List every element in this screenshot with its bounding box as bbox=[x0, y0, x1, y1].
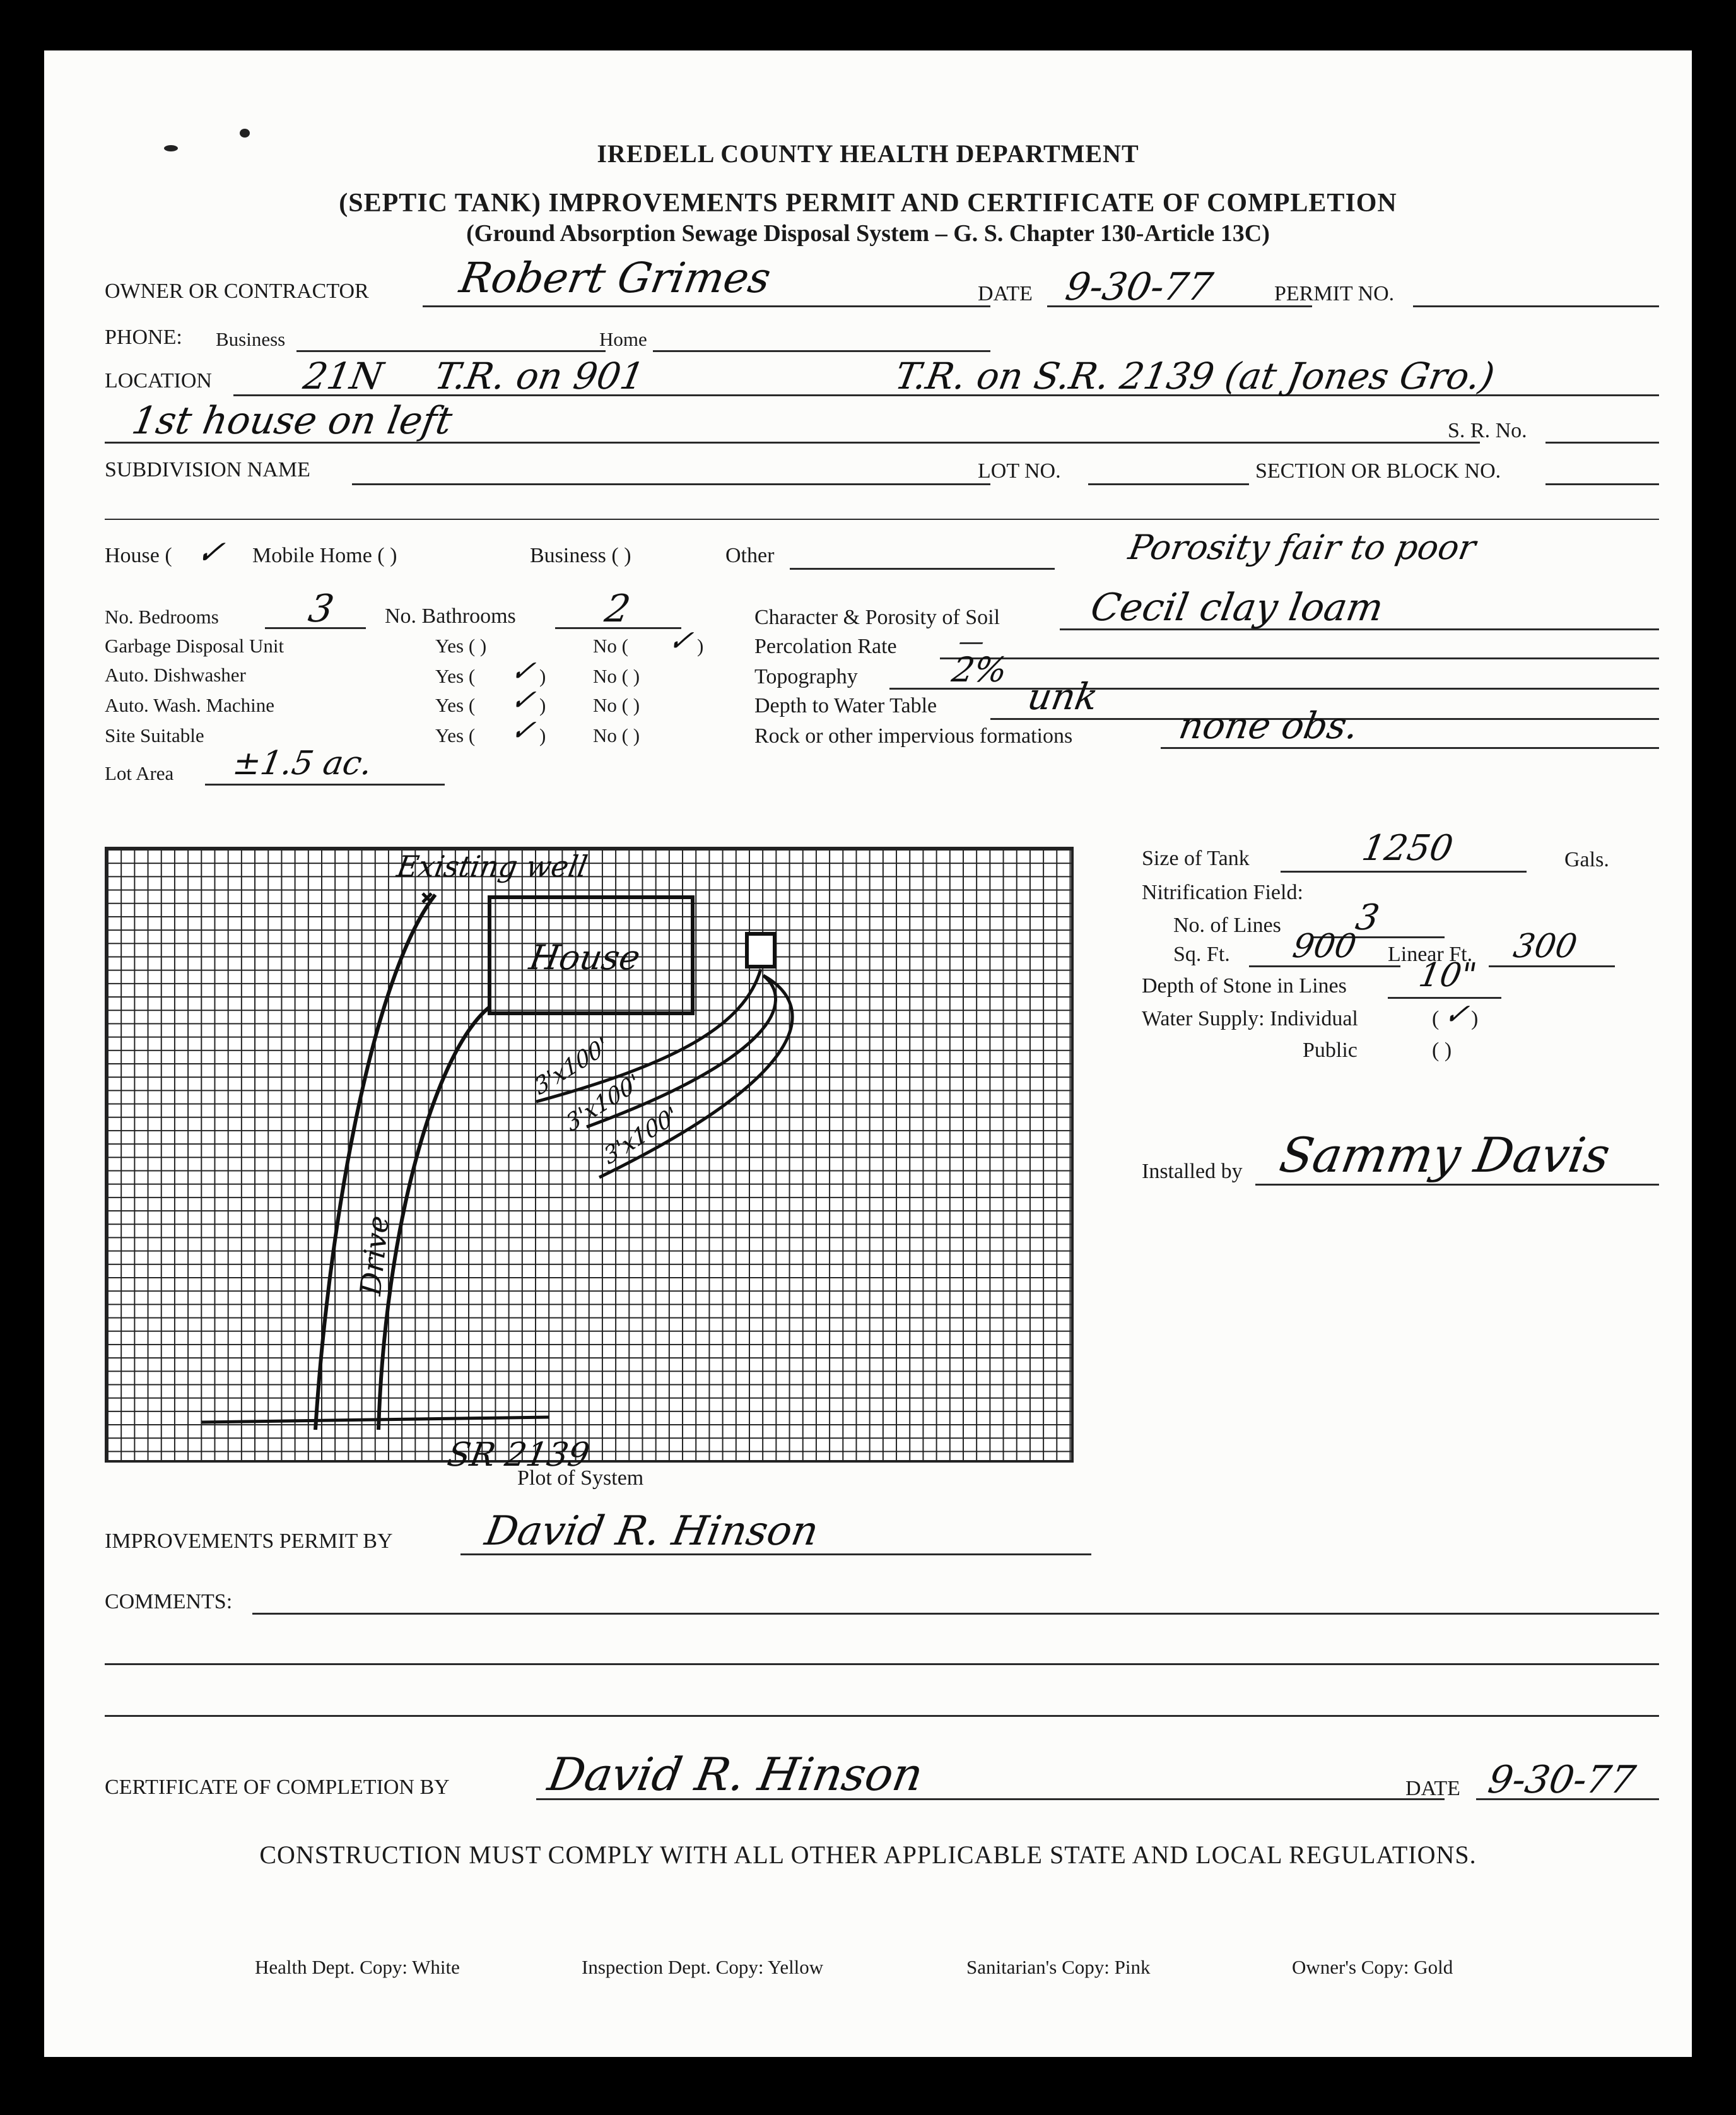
soil-character-value[interactable]: Cecil clay loam bbox=[1087, 586, 1387, 630]
form-subtitle: (Ground Absorption Sewage Disposal System – G. S. Chapter 130-Article 13C) bbox=[466, 220, 1270, 247]
house-label: House ( bbox=[105, 544, 172, 567]
certificate-date-value[interactable]: 9-30-77 bbox=[1484, 1758, 1639, 1802]
lines-label: No. of Lines bbox=[1173, 914, 1281, 937]
certificate-signature[interactable]: David R. Hinson bbox=[544, 1748, 927, 1801]
wash-machine-no[interactable]: No ( ) bbox=[593, 694, 640, 716]
percolation-line bbox=[940, 657, 1659, 659]
water-table-value[interactable]: unk bbox=[1024, 675, 1101, 718]
section-line bbox=[1545, 483, 1659, 485]
garbage-disposal-no[interactable]: No ( bbox=[593, 635, 628, 657]
garbage-disposal-close: ) bbox=[697, 635, 704, 657]
location-part2[interactable]: T.R. on 901 bbox=[431, 355, 648, 398]
installed-by-label: Installed by bbox=[1142, 1160, 1243, 1183]
location-line2[interactable]: 1st house on left bbox=[128, 399, 455, 443]
road-line bbox=[202, 1417, 549, 1422]
subdivision-label: SUBDIVISION NAME bbox=[105, 458, 310, 481]
installed-by-line bbox=[1255, 1184, 1659, 1186]
road-label: SR 2139 bbox=[444, 1436, 592, 1474]
nitrification-label: Nitrification Field: bbox=[1142, 881, 1303, 904]
sr-no-label: S. R. No. bbox=[1448, 419, 1527, 442]
lot-area-label: Lot Area bbox=[105, 762, 174, 784]
ink-speck bbox=[240, 129, 250, 138]
permit-by-label: IMPROVEMENTS PERMIT BY bbox=[105, 1529, 393, 1553]
owner-line bbox=[423, 305, 990, 307]
well-label: Existing well bbox=[394, 849, 590, 883]
location-label: LOCATION bbox=[105, 369, 212, 392]
house-label-plot: House bbox=[526, 938, 643, 977]
site-suitable-no[interactable]: No ( ) bbox=[593, 724, 640, 746]
percolation-label: Percolation Rate bbox=[754, 635, 897, 658]
dishwasher-label: Auto. Dishwasher bbox=[105, 664, 246, 686]
installed-by-signature[interactable]: Sammy Davis bbox=[1276, 1127, 1614, 1183]
garbage-disposal-yes[interactable]: Yes ( ) bbox=[435, 635, 487, 657]
divider-line bbox=[105, 519, 1659, 520]
linear-value[interactable]: 300 bbox=[1510, 928, 1580, 965]
location-line2-rule bbox=[105, 442, 1480, 444]
dishwasher-close: ) bbox=[539, 665, 546, 687]
site-suitable-mark[interactable]: ✓ bbox=[508, 713, 539, 747]
septic-tank-box bbox=[747, 934, 775, 967]
owner-value[interactable]: Robert Grimes bbox=[456, 254, 775, 302]
wash-machine-close: ) bbox=[539, 694, 546, 716]
wash-machine-yes[interactable]: Yes ( bbox=[435, 694, 476, 716]
sqft-value[interactable]: 900 bbox=[1289, 928, 1359, 965]
water-table-label: Depth to Water Table bbox=[754, 694, 937, 717]
permit-no-label: PERMIT NO. bbox=[1274, 282, 1395, 305]
rock-value[interactable]: none obs. bbox=[1176, 704, 1362, 747]
water-supply-label: Water Supply: Individual bbox=[1142, 1007, 1358, 1030]
certificate-label: CERTIFICATE OF COMPLETION BY bbox=[105, 1776, 450, 1799]
lot-no-label: LOT NO. bbox=[978, 459, 1061, 483]
sqft-label: Sq. Ft. bbox=[1173, 943, 1230, 966]
compliance-notice: CONSTRUCTION MUST COMPLY WITH ALL OTHER APPLICABLE STATE AND LOCAL REGULATIONS. bbox=[259, 1841, 1477, 1869]
certificate-date-label: DATE bbox=[1405, 1777, 1460, 1800]
linear-label: Linear Ft. bbox=[1388, 943, 1473, 966]
lot-no-line bbox=[1088, 483, 1249, 485]
department-title: IREDELL COUNTY HEALTH DEPARTMENT bbox=[597, 139, 1139, 168]
field-note-3: 3'x100' bbox=[601, 1102, 681, 1170]
dishwasher-mark[interactable]: ✓ bbox=[508, 654, 539, 688]
subdivision-line bbox=[352, 483, 990, 485]
field-note-2: 3'x100' bbox=[563, 1069, 643, 1138]
permit-by-signature[interactable]: David R. Hinson bbox=[481, 1508, 822, 1555]
topography-label: Topography bbox=[754, 665, 858, 688]
section-label: SECTION OR BLOCK NO. bbox=[1255, 459, 1501, 483]
comments-line-1 bbox=[252, 1613, 1659, 1615]
water-individual-open: ( bbox=[1432, 1007, 1440, 1030]
soil-character-label: Character & Porosity of Soil bbox=[754, 606, 1000, 629]
permit-form bbox=[44, 50, 1692, 2057]
stone-depth-value[interactable]: 10" bbox=[1416, 957, 1480, 994]
linear-line bbox=[1489, 965, 1615, 967]
permit-no-line bbox=[1413, 305, 1659, 307]
bathrooms-label: No. Bathrooms bbox=[385, 604, 516, 628]
other-label: Other bbox=[725, 544, 775, 567]
phone-business-label: Business bbox=[216, 328, 286, 350]
sqft-line bbox=[1249, 965, 1400, 967]
owner-label: OWNER OR CONTRACTOR bbox=[105, 280, 369, 303]
topography-value[interactable]: 2% bbox=[949, 650, 1011, 690]
phone-home-line bbox=[653, 350, 990, 352]
site-suitable-close: ) bbox=[539, 724, 546, 746]
sr-no-line bbox=[1545, 442, 1659, 444]
water-public-option[interactable]: ( ) bbox=[1432, 1039, 1452, 1062]
water-individual-mark[interactable]: ✓ bbox=[1441, 997, 1472, 1031]
garbage-disposal-mark[interactable]: ✓ bbox=[666, 623, 696, 657]
stone-depth-label: Depth of Stone in Lines bbox=[1142, 974, 1347, 998]
water-individual-close: ) bbox=[1471, 1007, 1479, 1030]
topography-line bbox=[889, 688, 1659, 690]
tank-size-line bbox=[1281, 871, 1527, 873]
copy-inspection-dept: Inspection Dept. Copy: Yellow bbox=[582, 1956, 824, 1978]
location-part1[interactable]: 21N bbox=[300, 355, 387, 398]
comments-line-3 bbox=[105, 1715, 1659, 1717]
dishwasher-yes[interactable]: Yes ( bbox=[435, 665, 476, 687]
bedrooms-label: No. Bedrooms bbox=[105, 606, 219, 628]
dishwasher-no[interactable]: No ( ) bbox=[593, 665, 640, 687]
location-part3[interactable]: T.R. on S.R. 2139 (at Jones Gro.) bbox=[892, 355, 1498, 398]
site-suitable-label: Site Suitable bbox=[105, 724, 204, 746]
phone-label: PHONE: bbox=[105, 326, 182, 349]
business-option[interactable]: Business ( ) bbox=[530, 544, 631, 567]
drive-label: Drive bbox=[353, 1213, 396, 1297]
tank-size-label: Size of Tank bbox=[1142, 847, 1250, 870]
phone-home-label: Home bbox=[599, 328, 647, 350]
other-line bbox=[790, 568, 1055, 570]
percolation-value[interactable]: — bbox=[956, 627, 987, 656]
wash-machine-label: Auto. Wash. Machine bbox=[105, 694, 274, 716]
lot-area-line bbox=[205, 784, 445, 786]
copy-health-dept: Health Dept. Copy: White bbox=[255, 1956, 460, 1978]
bedrooms-value[interactable]: 3 bbox=[305, 587, 337, 631]
site-suitable-yes[interactable]: Yes ( bbox=[435, 724, 476, 746]
mobile-home-option[interactable]: Mobile Home ( ) bbox=[252, 544, 397, 567]
house-checkmark[interactable]: ✓ bbox=[193, 534, 228, 572]
garbage-disposal-label: Garbage Disposal Unit bbox=[105, 635, 284, 657]
rock-label: Rock or other impervious formations bbox=[754, 724, 1073, 748]
lines-value[interactable]: 3 bbox=[1352, 897, 1383, 938]
bathrooms-value[interactable]: 2 bbox=[601, 587, 634, 631]
tank-gals-label: Gals. bbox=[1564, 848, 1609, 871]
tank-size-value[interactable]: 1250 bbox=[1359, 828, 1457, 869]
drive-edge-left bbox=[315, 895, 435, 1430]
comments-label: COMMENTS: bbox=[105, 1590, 233, 1613]
date-value[interactable]: 9-30-77 bbox=[1062, 265, 1216, 309]
comments-line-2 bbox=[105, 1663, 1659, 1665]
form-title: (SEPTIC TANK) IMPROVEMENTS PERMIT AND CERTIFICATE OF COMPLETION bbox=[339, 189, 1397, 218]
soil-note[interactable]: Porosity fair to poor bbox=[1125, 527, 1479, 567]
water-public-label: Public bbox=[1303, 1039, 1358, 1062]
lot-area-value[interactable]: ±1.5 ac. bbox=[230, 745, 375, 782]
plot-caption: Plot of System bbox=[517, 1466, 644, 1490]
stone-depth-line bbox=[1388, 997, 1501, 999]
wash-machine-mark[interactable]: ✓ bbox=[508, 683, 539, 717]
date-label: DATE bbox=[978, 282, 1033, 305]
phone-business-line bbox=[296, 350, 606, 352]
rock-line bbox=[1161, 747, 1659, 749]
copy-sanitarian: Sanitarian's Copy: Pink bbox=[966, 1956, 1151, 1978]
field-note-1: 3'x100' bbox=[531, 1032, 612, 1101]
well-marker bbox=[423, 893, 431, 902]
copy-owner: Owner's Copy: Gold bbox=[1292, 1956, 1453, 1978]
